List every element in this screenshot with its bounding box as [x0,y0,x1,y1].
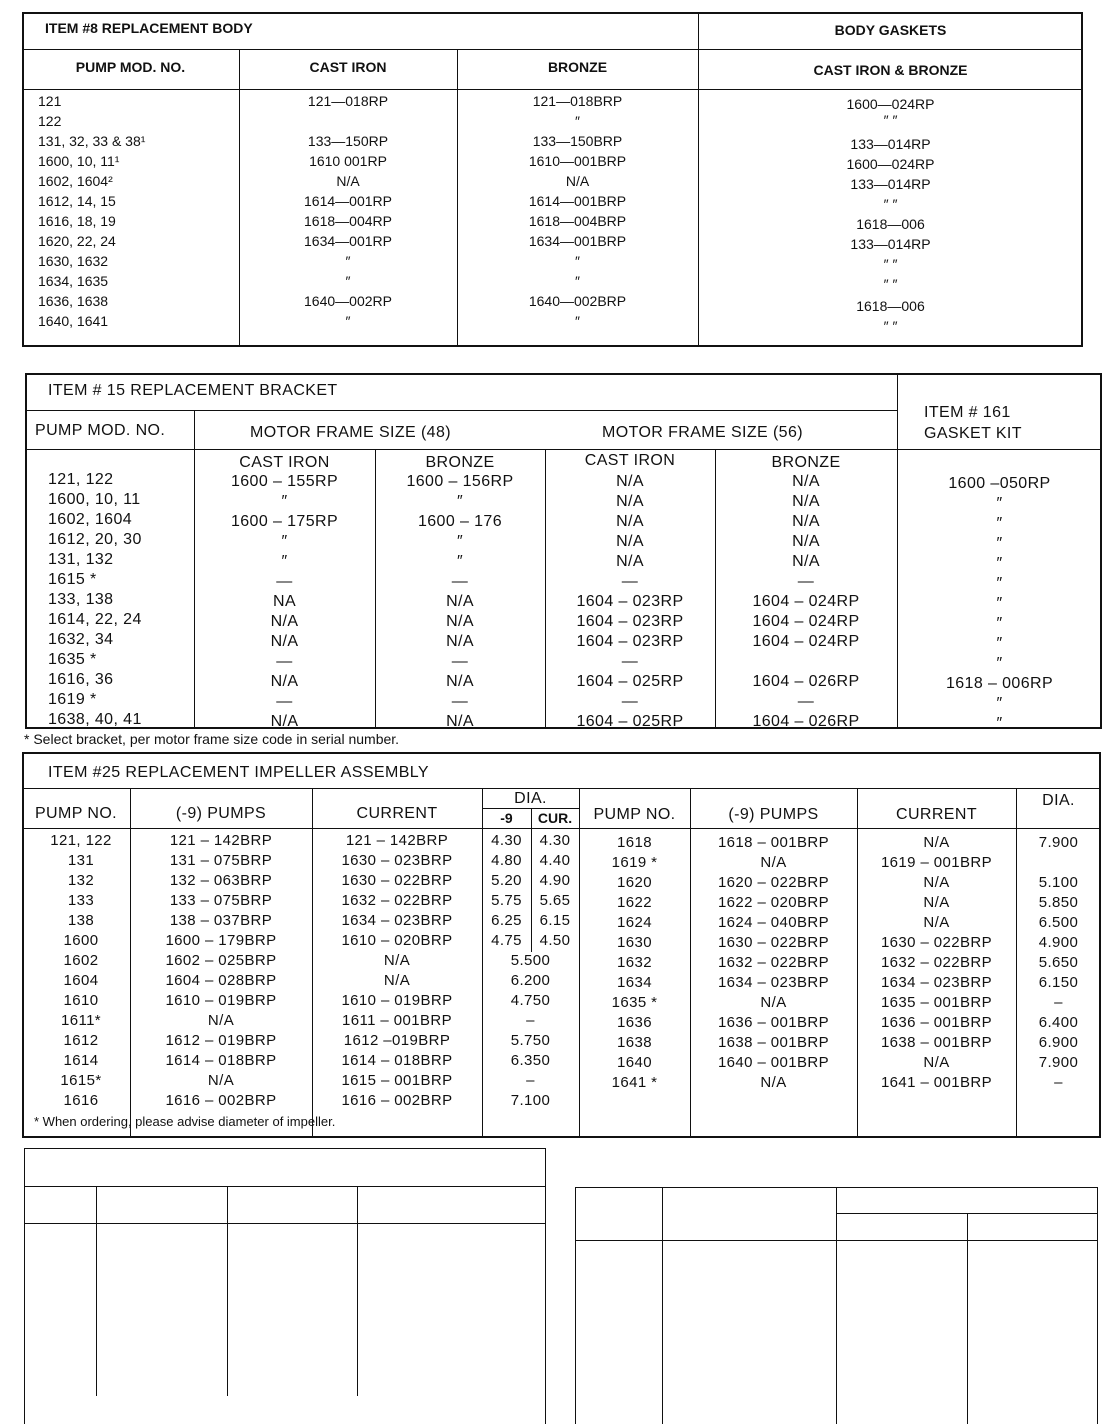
table-cell: 4.900 [1038,934,1079,951]
item25-right-nine-column [690,833,857,1093]
table-cell [1016,853,1101,873]
table-cell: N/A [760,994,787,1011]
table-cell: 1622 [617,894,652,911]
table-cell: ″ [281,553,288,570]
item25-dia-single-column [482,951,579,1111]
table-cell: — [276,693,293,710]
table-cell: 1632 – 022BRP [341,892,453,909]
table-cell: 1641 – 001BRP [880,1074,993,1091]
table-cell: 1635 * [48,651,97,668]
table-cell: N/A [616,473,644,490]
table-cell: ″ [996,715,1003,732]
table-cell: 133—014RP [850,176,931,192]
table-cell: 131, 32, 33 & 38¹ [38,133,146,149]
table-cell: 138 [67,912,95,929]
table-cell: 1612, 14, 15 [38,193,116,209]
table-cell: 1634 – 023BRP [880,974,993,991]
table-cell: – [1054,1074,1063,1091]
table-cell: 7.900 [1038,834,1079,851]
table-cell: 1614 – 018BRP [341,1052,453,1069]
item161-title: ITEM # 161 [924,404,1011,421]
table-cell: 1604 – 024RP [752,613,860,630]
item15-sub-cast-iron-56: CAST IRON [584,452,676,469]
table-cell: N/A [446,613,474,630]
table-cell: 1610 – 020BRP [341,932,453,949]
table-cell: 1604 [63,972,99,989]
table-cell: 1614 – 018BRP [165,1052,277,1069]
table-cell: 1602, 1604 [48,511,133,528]
table-cell: 132 – 063BRP [169,872,273,889]
table-cell: 1620 [617,874,652,891]
table-cell: 1630, 1632 [38,253,109,269]
item25-header-nine-pumps-right: (-9) PUMPS [728,806,819,823]
table-cell: N/A [565,173,590,189]
table-cell: 1618—006 [856,216,925,232]
item25-left-pump-no-column [22,831,140,1111]
table-cell: 1602, 1604² [38,173,113,189]
table-cell: 1618—004BRP [528,213,627,229]
table-cell: ″ [996,595,1003,612]
table-cell: 121—018RP [307,93,389,109]
table-cell: 1600—024RP [846,96,935,112]
table-cell: 4.50 [539,932,571,949]
table-cell: 122 [38,113,62,129]
table-cell: 121—018BRP [532,93,623,109]
table-cell: N/A [760,854,787,871]
item15-sub-bronze-48: BRONZE [425,454,495,471]
table-cell: 1630 – 023BRP [341,852,453,869]
table-cell: 1600 – 176 [417,513,503,530]
table-cell: N/A [270,633,299,650]
table-cell: – [526,1072,535,1089]
table-cell: 1630 – 022BRP [717,934,830,951]
item25-header-current: CURRENT [356,805,438,822]
table-cell: ″ ″ [883,318,898,334]
item25-left-current-column [312,831,482,1111]
item25-header-pump-no-right: PUMP NO. [593,806,676,823]
table-cell: 1619 – 001BRP [880,854,993,871]
table-cell: — [451,573,469,590]
table-cell: 1615 – 001BRP [341,1072,453,1089]
table-cell: ″ [281,493,288,510]
table-cell: 133 [67,892,95,909]
table-cell: 1604 – 023RP [576,633,684,650]
item25-title: ITEM #25 REPLACEMENT IMPELLER ASSEMBLY [48,764,429,781]
item8-cast-iron-column [239,91,457,331]
table-cell: N/A [207,1012,235,1029]
table-cell: 1630 – 022BRP [880,934,993,951]
table-cell: 7.900 [1038,1054,1079,1071]
table-cell: 133—014RP [850,136,931,152]
table-cell: ″ ″ [883,196,898,212]
table-cell: 1604 – 023RP [576,613,684,630]
table-cell: 1600, 10, 11¹ [38,153,120,169]
table-cell: 133 – 075BRP [169,892,273,909]
table-cell: 1610 [63,992,99,1009]
table-cell: ″ [996,535,1003,552]
table-cell [698,128,1083,136]
table-cell: 1618—006 [856,298,925,314]
table-cell: 121 – 142BRP [345,832,449,849]
table-cell: 1624 [617,914,652,931]
item15-header-frame56: MOTOR FRAME SIZE (56) [602,424,804,441]
item8-gaskets-column [698,96,1083,334]
table-cell: 1641 * [611,1074,658,1091]
table-cell: 6.350 [510,1052,551,1069]
table-cell: N/A [760,1074,787,1091]
table-cell: 1615 * [48,571,97,588]
table-cell: N/A [792,493,820,510]
table-cell: ″ ″ [883,276,898,292]
table-cell: 1630 – 022BRP [341,872,453,889]
item25-header-dia: DIA. [514,790,547,807]
table-cell: 1632 – 022BRP [717,954,830,971]
table-cell: 1612 [63,1032,99,1049]
item25-header-current-right: CURRENT [895,806,978,823]
table-cell: 1620 – 022BRP [717,874,830,891]
table-cell: 1600 [63,932,99,949]
table-cell: 1619 * [48,691,97,708]
empty-table-left [24,1148,546,1424]
table-cell: 1618 [617,834,652,851]
item8-header-bronze: BRONZE [547,59,608,75]
table-cell: 1638 [617,1034,652,1051]
table-cell: ″ [281,533,288,550]
table-cell: 1640, 1641 [38,313,109,329]
body-gaskets-title: BODY GASKETS [834,22,947,38]
table-cell: N/A [446,633,474,650]
table-cell: 6.25 [491,912,522,929]
item25-dia9-column [482,831,531,951]
table-cell: 4.750 [510,992,551,1009]
table-cell: 1614—001BRP [528,193,627,209]
table-cell: 1622 – 020BRP [717,894,830,911]
table-cell: 5.500 [510,952,551,969]
table-cell: 1611* [60,1012,102,1029]
table-cell: 133, 138 [48,591,114,608]
table-cell: NA [272,593,297,610]
table-cell: N/A [616,533,644,550]
table-cell: 121 – 142BRP [169,832,273,849]
table-cell: 1616, 18, 19 [38,213,116,229]
item8-header-cast-iron: CAST IRON [309,59,387,75]
table-cell: ″ [345,253,351,269]
item25-header-nine-pumps: (-9) PUMPS [175,805,267,822]
table-cell: 6.400 [1038,1014,1079,1031]
table-cell: 1604 – 025RP [576,673,684,690]
table-cell: 1634, 1635 [38,273,109,289]
table-cell: 1638 – 001BRP [717,1034,830,1051]
table-cell: 1640—002RP [304,293,392,309]
table-cell: N/A [923,874,950,891]
table-cell: 4.75 [491,932,522,949]
table-cell: 1614 [63,1052,99,1069]
table-cell: ″ [996,495,1003,512]
table-cell: 1636 [617,1014,652,1031]
table-cell: 131 – 075BRP [169,852,273,869]
table-cell: – [1054,994,1063,1011]
table-cell: 1636, 1638 [38,293,109,309]
table-cell: 1604 – 024RP [752,633,860,650]
table-cell: 1610 – 019BRP [341,992,453,1009]
item15-br56-column [715,472,897,732]
table-cell: ″ [456,493,464,510]
table-cell: N/A [446,593,474,610]
table-cell: 1602 – 025BRP [165,952,277,969]
table-cell: 1614, 22, 24 [48,611,142,628]
table-cell: 4.40 [539,852,571,869]
table-cell: 1636 – 001BRP [717,1014,830,1031]
table-cell: N/A [616,493,644,510]
table-cell: 7.100 [510,1092,551,1109]
table-cell: ″ [996,515,1003,532]
table-cell: 4.30 [491,832,522,849]
table-cell: N/A [792,473,820,490]
table-cell: 1616 [63,1092,99,1109]
item161-gasket-column [897,474,1102,734]
table-cell: ″ [456,553,464,570]
table-cell: 1611 – 001BRP [341,1012,452,1029]
table-cell: 1618 – 006RP [945,675,1054,692]
item8-pump-mod-column [38,91,145,331]
table-cell: N/A [446,673,474,690]
item15-br48-column [375,472,545,732]
table-cell: N/A [792,553,820,570]
table-cell: — [797,573,815,590]
item15-header-frame48: MOTOR FRAME SIZE (48) [250,424,452,441]
table-cell: 1632 – 022BRP [880,954,993,971]
table-cell: 1616 – 002BRP [165,1092,277,1109]
table-cell: 1634 [617,974,652,991]
item8-header-pump-mod: PUMP MOD. NO. [75,59,186,75]
item15-title: ITEM # 15 REPLACEMENT BRACKET [48,382,338,399]
table-cell: 1600 –050RP [948,475,1051,492]
table-cell: ″ [456,533,464,550]
item25-header-dia-right: DIA. [1042,792,1075,809]
table-cell: 1619 * [611,854,658,871]
table-cell: 1604 – 026RP [752,673,860,690]
table-cell: 1612 – 019BRP [165,1032,277,1049]
table-cell: — [451,653,469,670]
table-cell: 5.850 [1038,894,1079,911]
table-cell: N/A [616,513,644,530]
table-cell: 4.30 [539,832,571,849]
item15-sub-cast-iron-48: CAST IRON [239,454,330,471]
table-cell: ″ [996,575,1003,592]
table-cell: N/A [336,173,360,189]
table-cell: ″ [575,273,580,289]
table-cell: 1604 – 028BRP [165,972,277,989]
table-cell [239,111,457,131]
table-cell: 1634—001RP [304,233,392,249]
item8-header-gaskets: CAST IRON & BRONZE [813,62,968,78]
item25-diacur-column [531,831,579,951]
table-cell: 1618—004RP [304,213,392,229]
table-cell: 1634 – 023BRP [717,974,830,991]
table-cell: 131, 132 [48,551,114,568]
item25-right-dia-column [1016,833,1101,1093]
table-cell: N/A [923,894,950,911]
table-cell: N/A [923,1054,950,1071]
item25-header-pump-no: PUMP NO. [34,805,118,822]
table-cell: 1634—001BRP [528,233,627,249]
table-cell: ″ [996,555,1003,572]
table-cell: 138 – 037BRP [169,912,273,929]
table-cell: 5.100 [1038,874,1079,891]
table-cell: — [276,573,293,590]
table-cell: 121, 122 [48,471,114,488]
table-cell: 6.15 [539,912,571,929]
table-cell: N/A [616,553,644,570]
table-cell: 133—150BRP [532,133,623,149]
table-cell: ″ [996,615,1003,632]
table-cell: — [621,653,639,670]
table-cell: 1616, 36 [48,671,114,688]
table-cell: 1638 – 001BRP [880,1034,993,1051]
table-cell: 121, 122 [50,832,112,849]
table-cell: 4.80 [491,852,522,869]
item15-header-pump-mod: PUMP MOD. NO. [35,422,166,439]
table-cell: 1610 001RP [309,153,387,169]
table-cell: 1634 – 023BRP [341,912,453,929]
table-cell: N/A [383,972,411,989]
table-cell: 6.200 [510,972,551,989]
table-cell: 1620, 22, 24 [38,233,116,249]
table-cell: 6.500 [1038,914,1079,931]
table-cell: ″ ″ [883,112,898,128]
table-cell: — [621,573,639,590]
table-cell: N/A [207,1072,235,1089]
table-cell: 1612, 20, 30 [48,531,142,548]
table-cell: — [797,693,815,710]
item25-header-dia-9: -9 [500,810,513,826]
table-cell: 1635 * [611,994,658,1011]
table-cell: 5.650 [1038,954,1079,971]
item8-bronze-column [457,91,698,331]
table-cell: ″ ″ [883,256,898,272]
table-cell: 1600 – 179BRP [165,932,277,949]
table-cell: 1602 [63,952,99,969]
table-cell: 133—014RP [850,236,931,252]
item25-header-dia-cur: CUR. [537,810,573,826]
item25-footnote: * When ordering, please advise diameter of impeller. [34,1114,336,1129]
table-cell: N/A [270,673,299,690]
table-cell: N/A [446,713,474,730]
table-cell: ″ [345,313,351,329]
table-cell: N/A [792,513,820,530]
table-cell [715,652,897,672]
item15-sub-bronze-56: BRONZE [771,454,841,471]
item15-footnote: * Select bracket, per motor frame size code in serial number. [24,731,400,747]
table-cell: 1615* [60,1072,102,1089]
table-cell: ″ [996,695,1003,712]
table-cell: 1632 [617,954,652,971]
item25-left-nine-column [130,831,312,1111]
table-cell: ″ [575,113,580,129]
table-cell: 5.65 [539,892,571,909]
table-cell: 121 [38,93,62,109]
table-cell: 1640—002BRP [528,293,627,309]
item15-ci48-column [194,472,375,732]
table-cell: 1636 – 001BRP [880,1014,993,1031]
table-cell: 1610—001BRP [528,153,627,169]
table-cell: 1600 – 175RP [230,513,339,530]
table-cell: 1604 – 023RP [576,593,684,610]
item8-title: ITEM #8 REPLACEMENT BODY [45,20,253,36]
item25-right-current-column [857,833,1016,1093]
table-cell: N/A [383,952,411,969]
item25-right-pump-no-column [579,833,690,1093]
table-cell: N/A [270,613,299,630]
table-cell: 4.90 [539,872,571,889]
table-cell: 1632, 34 [48,631,114,648]
table-cell: 6.900 [1038,1034,1079,1051]
item15-pump-mod-column [48,470,142,730]
table-cell: 1640 – 001BRP [717,1054,830,1071]
table-cell: 133—150RP [307,133,389,149]
table-cell: ″ [575,313,580,329]
table-cell: N/A [923,914,950,931]
table-cell: 1614—001RP [304,193,392,209]
table-cell: ″ [345,273,351,289]
table-cell: 1612 –019BRP [343,1032,451,1049]
table-cell: – [526,1012,535,1029]
table-cell: 132 [67,872,95,889]
table-cell: 1618 – 001BRP [717,834,830,851]
table-cell: 1604 – 025RP [576,713,684,730]
table-cell: N/A [270,713,299,730]
table-cell: ″ [996,635,1003,652]
table-cell: 5.75 [491,892,522,909]
table-cell: 1600 – 156RP [406,473,514,490]
table-cell: 131 [67,852,95,869]
table-cell: 1610 – 019BRP [165,992,277,1009]
table-cell: 1624 – 040BRP [717,914,830,931]
table-cell: 1635 – 001BRP [880,994,993,1011]
table-cell: ″ [996,655,1003,672]
table-cell: 1604 – 024RP [752,593,860,610]
table-cell: 1616 – 002BRP [341,1092,453,1109]
table-cell: 1600—024RP [846,156,935,172]
table-cell: N/A [923,834,950,851]
table-cell: — [451,693,469,710]
table-cell: — [276,653,293,670]
table-cell: 1600 – 155RP [230,473,339,490]
item15-ci56-column [545,472,715,732]
table-cell: N/A [792,533,820,550]
table-cell: 1604 – 026RP [752,713,860,730]
item161-subtitle: GASKET KIT [924,425,1022,442]
table-cell: 1638, 40, 41 [48,711,142,728]
table-cell: 6.150 [1038,974,1079,991]
table-cell: 1600, 10, 11 [48,491,141,508]
table-cell: 5.750 [510,1032,551,1049]
table-cell: ″ [575,253,580,269]
table-cell: 5.20 [491,872,522,889]
table-cell: 1630 [617,934,652,951]
table-cell: 1640 [617,1054,652,1071]
table-cell: — [621,693,639,710]
